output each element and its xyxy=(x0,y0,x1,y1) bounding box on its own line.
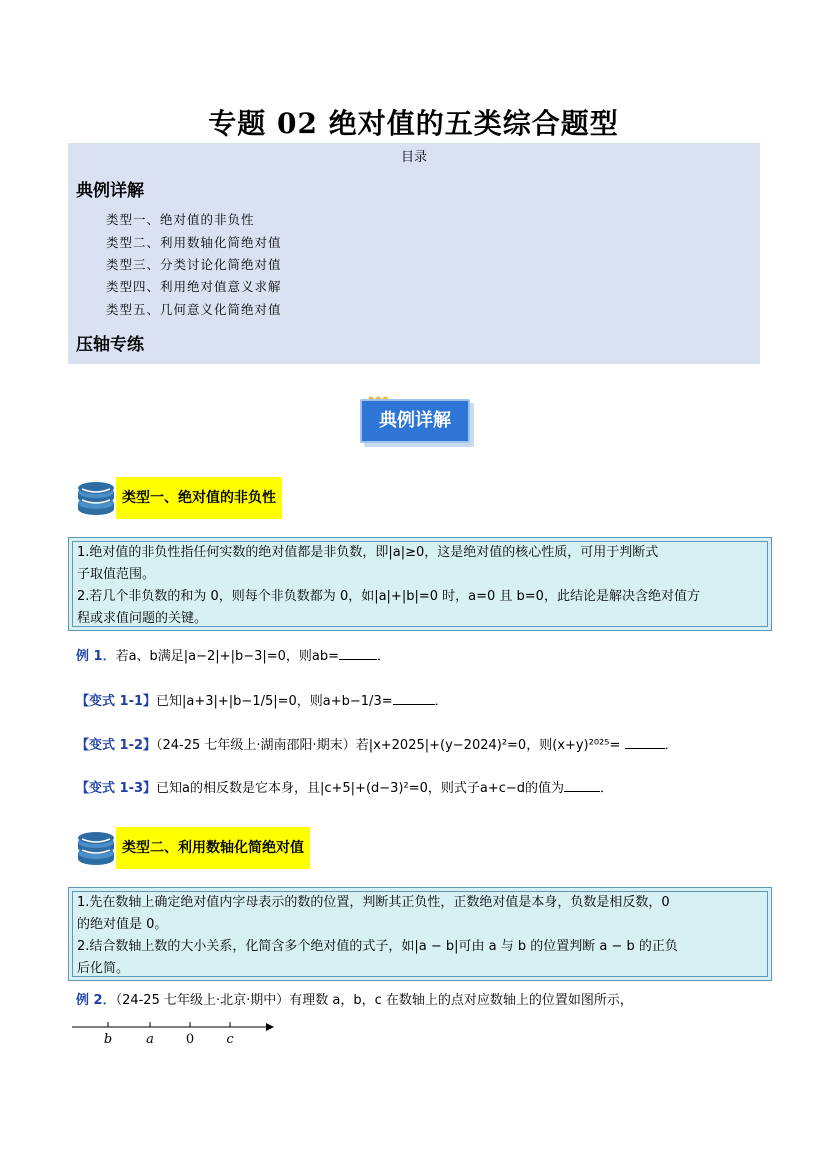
example-text: 若a、b满足|a−2|+|b−3|=0，则ab= xyxy=(115,649,340,664)
example-1 xyxy=(76,645,390,664)
toc-item-1[interactable]: 类型一、绝对值的非负性 xyxy=(106,212,255,227)
tip-line: 2.结合数轴上数的大小关系，化简含多个绝对值的式子，如|a − b|可由 a 与 b 的位置判断 a − b 的正负 xyxy=(77,939,678,954)
books-icon xyxy=(76,829,116,867)
tip-line: 1.绝对值的非负性指任何实数的绝对值都是非负数，即|a|≥0，这是绝对值的核心性质，可用于判断式 xyxy=(77,545,659,560)
variant-label: 【变式 1-2】 xyxy=(76,738,157,753)
type-label: 类型二、利用数轴化简绝对值 xyxy=(116,827,310,869)
tip-line: 子取值范围。 xyxy=(77,567,156,582)
tick-label-c: c xyxy=(226,1032,234,1047)
period: ． xyxy=(377,649,391,664)
tip-line: 的绝对值是 0。 xyxy=(77,917,168,932)
tick-label-b: b xyxy=(103,1032,113,1047)
tip-box-1 xyxy=(68,537,772,631)
example-label: 例 1． xyxy=(76,649,116,664)
page-title: 专题 02 绝对值的五类综合题型 xyxy=(208,107,619,140)
toc-section-practice[interactable]: 压轴专练 xyxy=(76,335,144,355)
variant-1-3 xyxy=(76,777,613,796)
tip-line: 2.若几个非负数的和为 0，则每个非负数都为 0，如|a|+|b|=0 时，a=0 且 b=0，此结论是解决含绝对值方 xyxy=(77,589,700,604)
type-label: 类型一、绝对值的非负性 xyxy=(116,477,282,519)
tip-line: 后化简。 xyxy=(77,961,130,976)
example-2 xyxy=(76,989,633,1008)
example-text: （24-25 七年级上·北京·期中）有理数 a，b，c 在数轴上的点对应数轴上的位置如图所示， xyxy=(115,993,633,1008)
variant-label: 【变式 1-3】 xyxy=(76,781,157,796)
tick-label-a: a xyxy=(146,1032,154,1047)
toc-item-2[interactable]: 类型二、利用数轴化简绝对值 xyxy=(106,235,282,250)
period: ． xyxy=(434,694,448,709)
books-icon xyxy=(76,479,116,517)
answer-blank[interactable] xyxy=(564,779,600,792)
answer-blank[interactable] xyxy=(393,692,435,705)
variant-text: 已知|a+3|+|b−1/5|=0，则a+b−1/3= xyxy=(156,694,393,709)
toc-item-5[interactable]: 类型五、几何意义化简绝对值 xyxy=(106,302,282,317)
variant-1-1 xyxy=(76,690,448,709)
period: ． xyxy=(664,738,678,753)
tip-line: 1.先在数轴上确定绝对值内字母表示的数的位置，判断其正负性，正数绝对值是本身，负数是相反数，0 xyxy=(77,895,670,910)
variant-text: 已知a的相反数是它本身，且|c+5|+(d−3)²=0，则式子a+c−d的值为 xyxy=(156,781,565,796)
table-of-contents xyxy=(68,143,760,364)
answer-blank[interactable] xyxy=(339,647,377,660)
number-line xyxy=(70,1018,275,1052)
toc-section-examples[interactable]: 典例详解 xyxy=(76,181,144,201)
toc-heading: 目录 xyxy=(400,150,427,165)
toc-item-4[interactable]: 类型四、利用绝对值意义求解 xyxy=(106,279,282,294)
answer-blank[interactable] xyxy=(625,736,665,749)
tick-label-zero: 0 xyxy=(185,1032,195,1047)
tip-line: 程或求值问题的关键。 xyxy=(77,611,208,626)
tip-box-2 xyxy=(68,887,772,981)
variant-1-2 xyxy=(76,734,678,753)
variant-label: 【变式 1-1】 xyxy=(76,694,157,709)
toc-item-3[interactable]: 类型三、分类讨论化简绝对值 xyxy=(106,257,282,272)
variant-text: （24-25 七年级上·湖南邵阳·期末）若|x+2025|+(y−2024)²=0，则(x+y)²⁰²⁵= xyxy=(156,738,621,753)
section-banner: 典例详解 xyxy=(360,399,470,443)
period: ． xyxy=(600,781,614,796)
example-label: 例 2． xyxy=(76,993,116,1008)
